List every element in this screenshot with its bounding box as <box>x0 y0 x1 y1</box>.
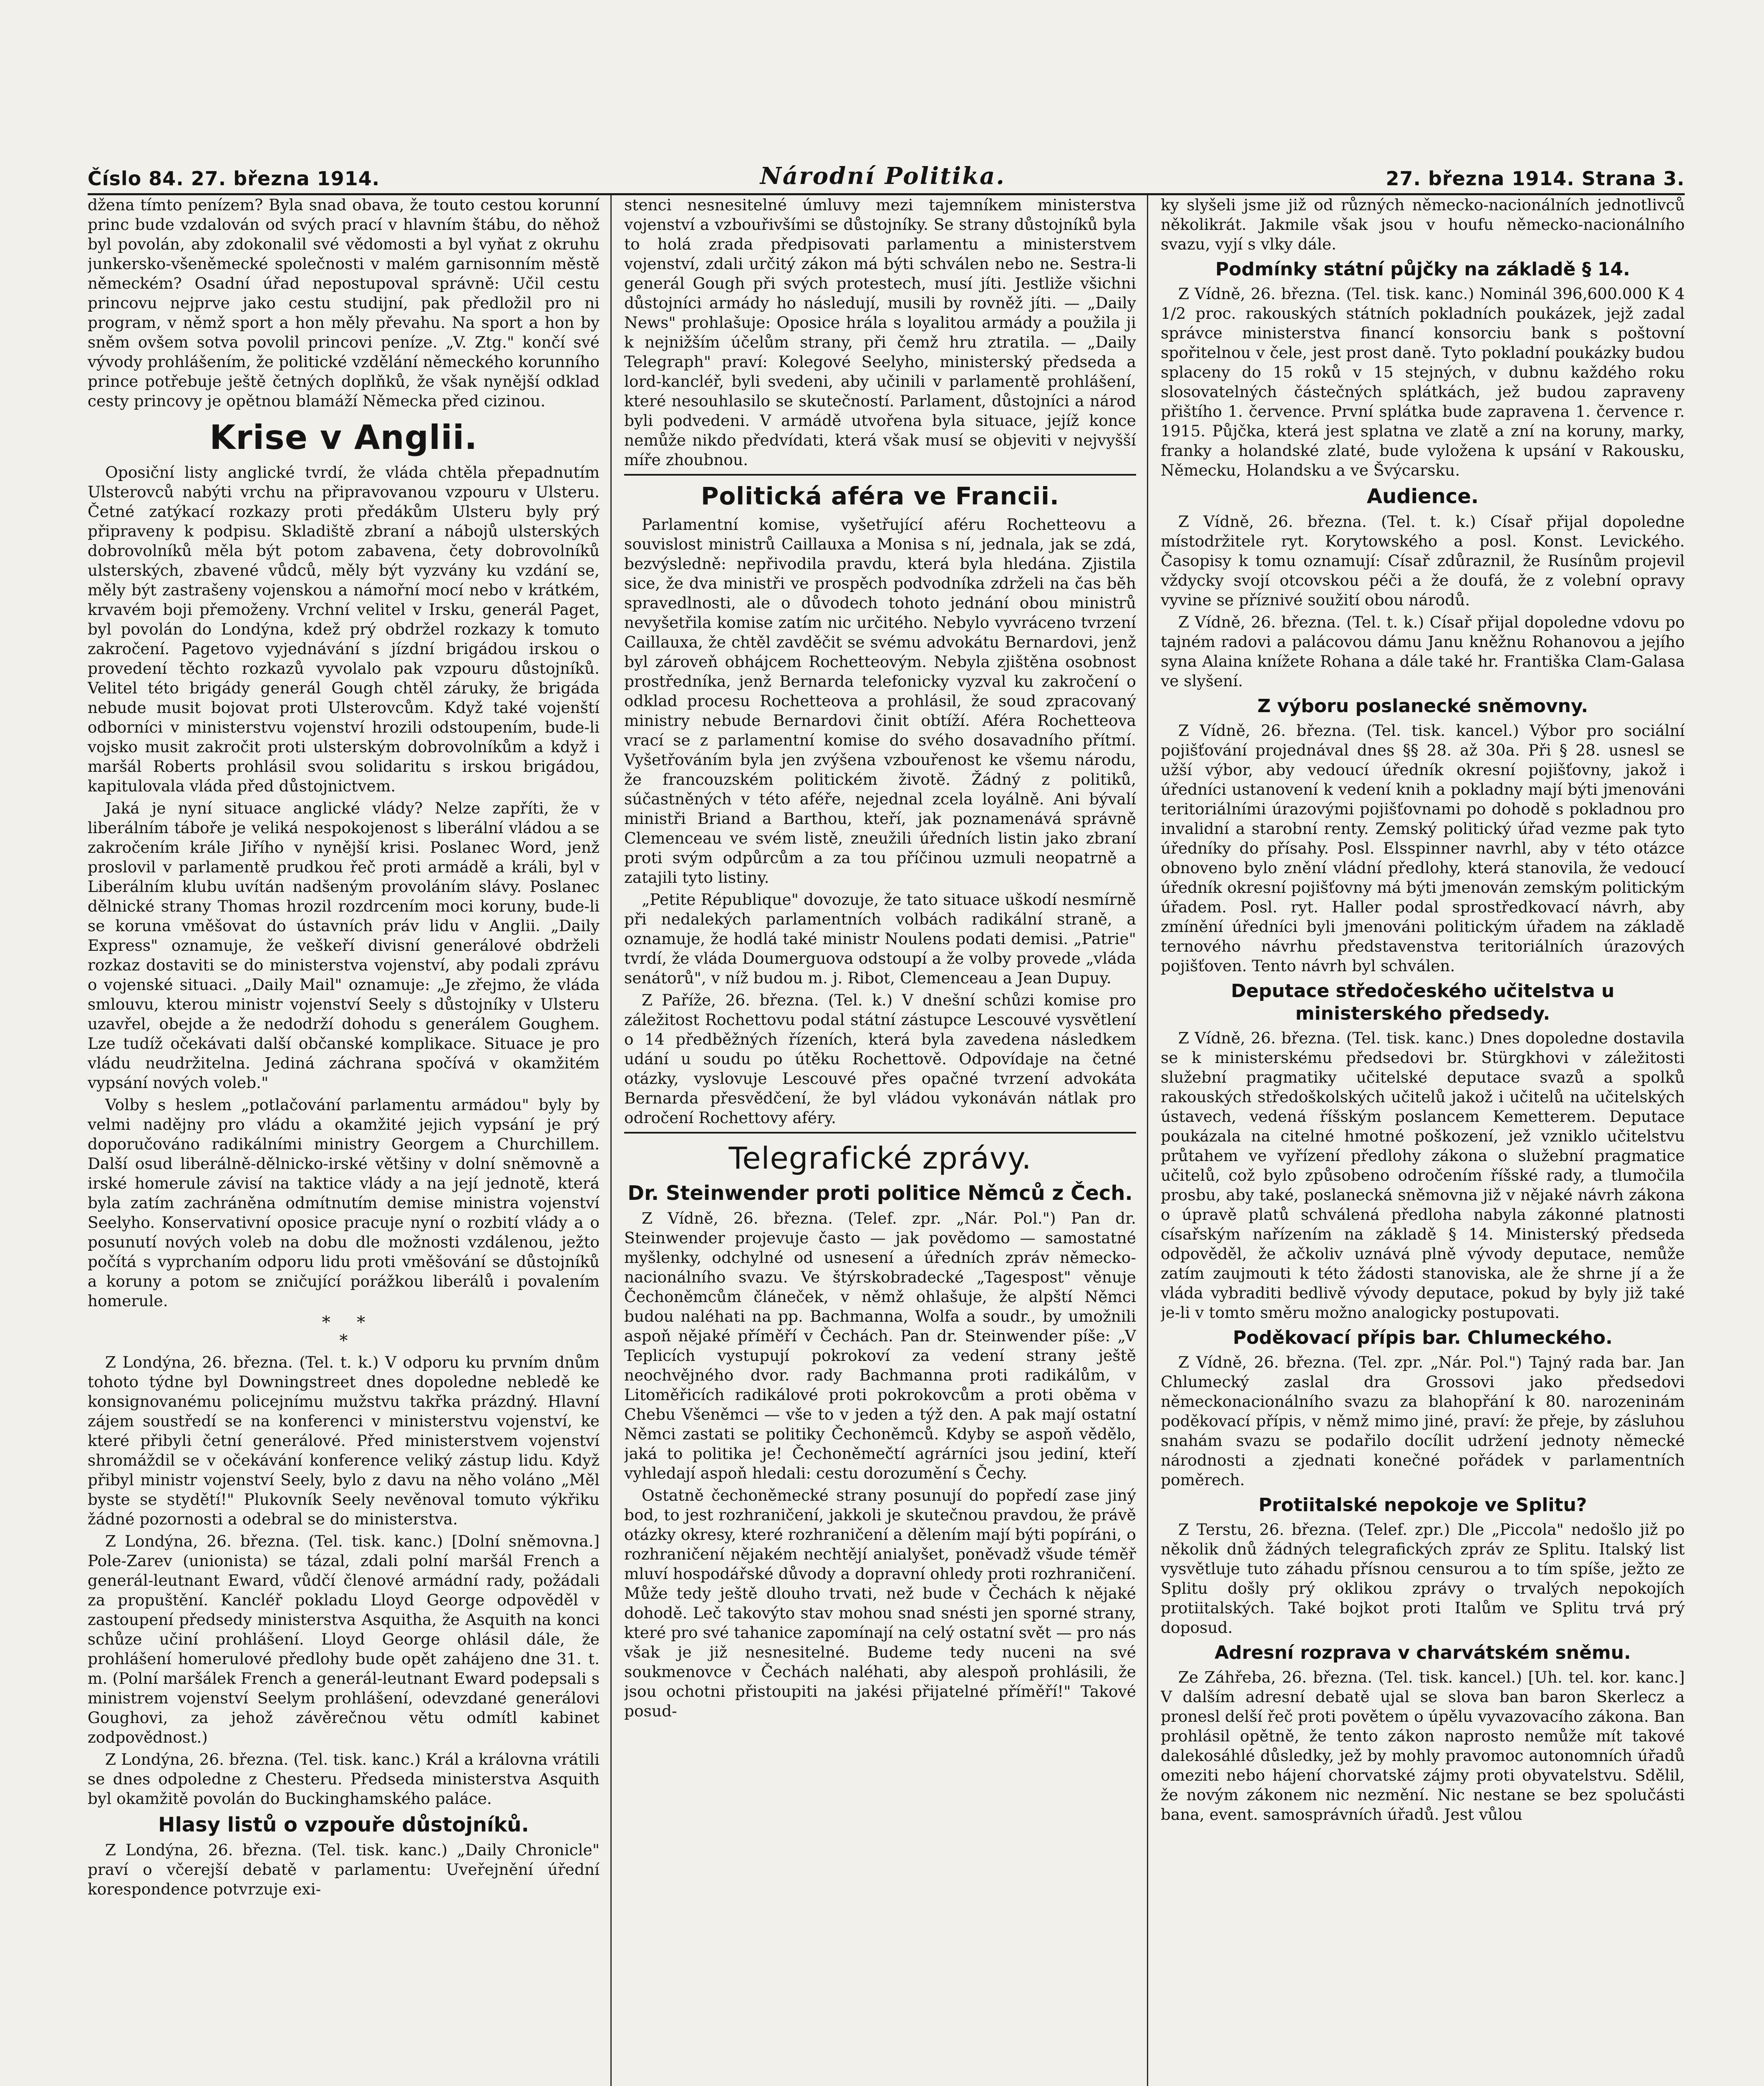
article-continuation: džena tímto penízem? Byla snad obava, že touto cestou korunní princ bude vzdalován od svých prací v hlavním štábu, do něhož byl povolán, aby zdokonalil své vědomosti a byl vyňat z okruhu junkersko-všeněmecké společnosti v malém garnisonním městě německém? Osadní úřad nepostupoval správně: Učil cestu princovu nejprve jako cestu studijní, pak předložil pro ni program, v němž sport a hon měly převahu. Na sport a hon by sněm ovšem sotva povolil princovi peníze. „V. Ztg." končí své vývody prohlášením, že politické vzdělání německého korunního prince potřebuje ještě četných doplňků, že však nynější odklad cesty princovy je opětnou blamáží Německa před cizinou. <box>88 196 600 410</box>
headline-statni-pujcka: Podmínky státní půjčky na základě § 14. <box>1215 259 1630 280</box>
paragraph: Volby s heslem „potlačování parlamentu armádou" byly by velmi nadějny pro vládu a okamžité jejich vypsání je prý doporučováno radikálními ministry Georgem a Churchillem. Další osud liberálně-dělnicko-irské většiny v dolní sněmovně a irské homerule závisí na taktice vlády a na její jednotě, která byla zatím zachráněna odmítnutím demise ministra vojenství Seelyho. Konservativní oposice pracuje nyní o rozbití vlády a o posunutí nových voleb na dobu dle možnosti vzdálenou, ježto počítá s vyprchaním odporu lidu proti vměšování se důstojníků a koruny a potom se zničující porážkou liberálů i povalením homerule. <box>88 1096 600 1310</box>
column-2 <box>624 195 1148 2086</box>
paragraph: Ze Záhřeba, 26. března. (Tel. tisk. kancel.) [Uh. tel. kor. kanc.] V dalším adresní debatě ujal se slova ban baron Skerlecz a pronesl delší řeč proti povětem o úpělu vyvazovacího zákona. Ban prohlásil opětně, že tento zákon naprosto nemůže mít takové dalekosáhlé důsledky, jež by mohly pravomoc autonomních úřadů omeziti nebo hájení chorvatské zájmy proti obyvatelstvu. Sdělil, že novým zákonem nic nezmění. Nic nestane se bez spolučásti bana, event. samosprávních úřadů. Jest vůlou <box>1161 1668 1685 1824</box>
paragraph: Z Londýna, 26. března. (Tel. tisk. kanc.) Král a královna vrátili se dnes odpoledne z Chesteru. Předseda ministerstva Asquith byl okamžitě povolán do Buckinghamského paláce. <box>88 1750 600 1808</box>
paragraph: Jaká je nyní situace anglické vlády? Nelze zapříti, že v liberálním táboře je veliká nespokojenost s liberální vládou a se zakročením krále Jiřího v nynější krisi. Poslanec Word, jenž proslovil v parlamentě prudkou řeč proti armádě a králi, byl v Liberálním klubu uvítán nadšeným provoláním slávy. Poslanec dělnické strany Thomas hrozil rozdrcením moci koruny, bude-li se koruna vměšovat do ústavních práv lidu v Anglii. „Daily Express" oznamuje, že veškeří divisní generálové obdrželi rozkaz dostaviti se do ministerstva vojenství, aby podali zprávu o vojenské situaci. „Daily Mail" oznamuje: „Je zřejmo, že vláda smlouvu, kterou ministr vojenství Seely s důstojníky v Ulsteru uzavřel, obejde a že nedodrží dohodu s generálem Goughem. Lze tudíž očekávati další občanské komplikace. Situace je pro vládu neudržitelna. Jediná záchrana spočívá v okamžitém vypsání nových voleb." <box>88 799 600 1092</box>
divider <box>624 1132 1136 1134</box>
paragraph: Parlamentní komise, vyšetřující aféru Rochetteovu a souvislost ministrů Caillauxa a Monisa s ní, jednala, jak se zdá, bezvýsledně: nepřivodila pravdu, která byla hledána. Zjistila sice, že dva ministři ve prospěch podvodníka zdrželi na čas běh spravedlnosti, ale o důvodech tohoto jednání obou ministrů nevyšetřila komise zatím nic určitého. Nebylo vyvráceno tvrzení Caillauxa, že chtěl zavděčit se svému advokátu Bernardovi, jenž byl zároveň obhájcem Rochetteovým. Nebyla zjištěna osobnost prostředníka, jenž Bernarda telefonicky vyzval ku zakročení o odklad procesu Rochetteova a prohlásil, že soud zpracovaný ministry nebude Bernardovi činit obtíží. Aféra Rochetteova vrací se z parlamentní komise do svého dosavadního přítmí. Vyšetřováním byla jen zvýšena vzbouřenost ke všemu národu, že francouzském politickém životě. Žádný z politiků, súčastněných v této aféře, nejednal zcela loyálně. Ani bývalí ministři Briand a Barthou, kteří, jak poznamenává správně Clemenceau ve svém listě, zneužili úředních listin jako zbraní proti svým odpůrcům a za tou příčinou uzmuli neopatrně a zatajili tyto listiny. <box>624 515 1136 887</box>
paragraph: Z Terstu, 26. března. (Telef. zpr.) Dle „Piccola" nedošlo již po několik dnů žádných telegrafických zpráv ze Splitu. Italský list vysvětluje tuto záhadu přísnou censurou a to tím spíše, ježto ze Splitu došly prý oklikou zprávy o trvalých nepokojích protiitalských. Také bojkot proti Italům ve Splitu trvá prý doposud. <box>1161 1520 1685 1637</box>
headline-nepokoje-split: Protiitalské nepokoje ve Splitu? <box>1258 1494 1587 1516</box>
page-header <box>88 144 1685 195</box>
column-3 <box>1161 195 1685 2086</box>
article-continuation: ky slyšeli jsme již od různých německo-nacionálních jednotlivců několikrát. Jakmile však jsou v houfu německo-nacionálního svazu, vyjí s vlky dále. <box>1161 196 1685 253</box>
headline-podekovaci-pripis: Poděkovací přípis bar. Chlumeckého. <box>1233 1327 1613 1348</box>
section-title-telegraficke-zpravy: Telegrafické zprávy. <box>728 1141 1032 1176</box>
paragraph: Z Londýna, 26. března. (Tel. t. k.) V odporu ku prvním dnům tohoto týdne byl Downingstreet dnes dopoledne nebledě ke konsignovanému policejnímu mužstvu takřka prázdný. Hlavní zájem soustředí se na konferenci v ministerstvu vojenství, ke které přibyli četní generálové. Před ministerstvem vojenství shromáždil se v očekávání konference veliký zástup lidu. Když přibyl ministr vojenství Seely, bylo z davu na něho voláno „Měl byste se stydětí!" Plukovník Seely nevěnoval tomuto výkřiku žádné pozornosti a odebral se do ministerstva. <box>88 1353 600 1528</box>
paragraph: Z Paříže, 26. března. (Tel. k.) V dnešní schůzi komise pro záležitost Rochettovu podal státní zástupce Lescouvé vysvětlení o 14 předběžných řízeních, která byla zavedena následkem udání u soudu po útěku Rochettově. Odpovídaje na četné otázky, vyslovuje Lescouvé přes opačné tvrzení advokáta Bernarda přesvědčení, že byl vládou vykonáván nátlak pro odročení Rochettovy aféry. <box>624 991 1136 1127</box>
headline-politicka-afera: Politická aféra ve Francii. <box>701 482 1060 510</box>
headline-hlasy-listu: Hlasy listů o vzpouře důstojníků. <box>158 1813 529 1837</box>
column-1 <box>88 195 612 2086</box>
headline-adresni-rozprava: Adresní rozprava v charvátském sněmu. <box>1215 1642 1631 1663</box>
headline-vybor-snemovny: Z výboru poslanecké sněmovny. <box>1257 695 1588 717</box>
paragraph: Z Londýna, 26. března. (Tel. tisk. kanc.) [Dolní sněmovna.] Pole-Zarev (unionista) se tázal, zdali polní maršál French a generál-leutnant Eward, vůdčí členové armádní rady, požádali za propuštění. Kancléř pokladu Lloyd George odpověděl v zastoupení předsedy ministerstva Asquitha, že Asquith na konci schůze učiní prohlášení. Lloyd George ohlásil dále, že prohlášení homerulové předlohy bude opět zahájeno dne 31. t. m. (Polní maršálek French a generál-leutnant Eward podepsali s ministrem vojenství Seelym prohlášení, odevzdané generálovi Goughovi, za jehož závěrečnou větu odmítl kabinet zodpovědnost.) <box>88 1532 600 1746</box>
headline-steinwender: Dr. Steinwender proti politice Němců z Čech. <box>627 1182 1133 1205</box>
paragraph: Z Vídně, 26. března. (Tel. t. k.) Císař přijal dopoledne vdovu po tajném radovi a palácovou dámu Janu kněžnu Rohanovou a jejího syna Alaina knížete Rohana a dále také hr. Františka Clam-Galasa ve slyšení. <box>1161 613 1685 690</box>
section-separator: * * * <box>322 1313 365 1350</box>
paragraph: Z Vídně, 26. března. (Tel. tisk. kancel.) Výbor pro sociální pojišťování projednával dnes §§ 28. až 30a. Při § 28. usnesl se užší výbor, aby vedoucí úředník okresní pojišťovny, jakož i úředníci ustanovení k vedení knih a pokladny mají býti jmenováni teritoriálními úrazovými pojišťovnami po dohodě s pokladnou pro invalidní a starobní renty. Zemský politický úřad vezme pak tyto úředníky do přísahy. Posl. Elsspinner navrhl, aby v této otázce obnoveno bylo znění vládní předlohy, která stanovila, že vedoucí úředník okresní pojišťovny má býti jmenován zemským politickým úřadem. Posl. ryt. Haller podal sprostředkovací návrh, aby zmínění úředníci byli jmenováni politickým úřadem na základě ternového návrhu představenstva teritoriálních úrazových pojišťoven. Tento návrh byl schválen. <box>1161 721 1685 975</box>
paragraph: Z Vídně, 26. března. (Tel. tisk. kanc.) Dnes dopoledne dostavila se k ministerskému předsedovi br. Stürgkhovi v záležitosti služební pragmatiky učitelské deputace svazů a spolků rakouských středoškolských učitelů jakož i učitelů na učitelských ústavech, vedená říšským poslancem Kemetterem. Deputace poukázala na citelné hmotné poškození, jež vzniklo učitelstvu průtahem ve vyřízení předlohy zákona o služební pragmatice učitelů, což bylo způsobeno odročením říšské rady, a tlumočila prosbu, aby také, poslanecká sněmovna již v nějaké návrh zákona o úpravě platů schválená předloha nabyla zákonné platnosti císařským nařízením na základě § 14. Ministerský předseda odpověděl, že ačkoliv uznává plně vývody deputace, nemůže zatím zaujmouti k této žádosti stanoviska, ale že shrne jí a že vláda vybraditi bedlivě vývody deputace, pokud by byly již také je-li v tomto směru možno analogicky postupovati. <box>1161 1029 1685 1322</box>
paragraph: Z Vídně, 26. března. (Telef. zpr. „Nár. Pol.") Pan dr. Steinwender projevuje často — jak povědomo — samostatné myšlenky, odchylné od usnesení a úředních zpráv německo-nacionálního svazu. Ve štýrskobradecké „Tagespost" věnuje Čechoněmcům článeček, v němž ohlašuje, že alpští Němci budou naléhati na pp. Bachmanna, Wolfa a soudr., by umožnili aspoň nějaké příměří v Čechách. Pan dr. Steinwender píše: „V Teplicích vystupují pokrokoví za vedení strany ještě neochvějného dvor. rady Bachmanna proti radikálům, v Litoměřicích radikálové proti pokrokovcům a proti oběma v Chebu Všeněmci — vše to v jeden a týž den. A pak mají ostatní Němci zastati se politiky Čechoněmců. Kdyby se aspoň vědělo, jaká to politika je! Čechoněmečtí agrárníci jsou jediní, kteří vyhledají aspoň hledali: cestu dorozumění s Čechy. <box>624 1209 1136 1482</box>
paragraph: Z Vídně, 26. března. (Tel. zpr. „Nár. Pol.") Tajný rada bar. Jan Chlumecký zaslal dra Grossovi jako předsedovi německonacionálního svazu za blahopřání k 80. narozeninám poděkovací přípis, v němž mimo jiné, praví: že přeje, by zásluhou snahám svazu se podařilo docílit udržení jednoty německé národnosti a zjednati konečné pořádek v parlamentních poměrech. <box>1161 1353 1685 1489</box>
page-number: 27. března 1914. Strana 3. <box>1386 167 1685 190</box>
issue-number: Číslo 84. 27. března 1914. <box>88 167 380 190</box>
article-continuation: stenci nesnesitelné úmluvy mezi tajemníkem ministerstva vojenství a vzbouřivšími se důstojníky. Se strany důstojníků byla to holá zrada předpisovati parlamentu a ministerstvem vojenství, zdali určitý zákon má býti schválen nebo ne. Sestra-li generál Gough při svých protestech, musí jíti. Jestliže všichni důstojníci armády ho následují, musili by rovněž jíti. — „Daily News" prohlašuje: Oposice hrála s loyalitou armády a použila ji k nejnižším účelům strany, při čemž hru ztratila. — „Daily Telegraph" praví: Kolegové Seelyho, ministerský předseda a lord-kancléř, byli svedeni, aby učinili v parlamentě prohlášení, které nesouhlasilo se skutečností. Parlament, důstojníci a národ byli podvedeni. V armádě utvořena byla situace, jejíž konce nemůže nikdo předvídati, která však musí se objeviti v nejvyšší míře zhoubnou. <box>624 196 1136 469</box>
headline-krise-v-anglii: Krise v Anglii. <box>209 418 478 457</box>
headline-deputace-ucitelstva: Deputace středočeského učitelstva u ministerského předsedy. <box>1231 980 1615 1024</box>
paragraph: Z Londýna, 26. března. (Tel. tisk. kanc.) „Daily Chronicle" praví o včerejší debatě v parlamentu: Uveřejnění úřední korespondence potvrzuje exi- <box>88 1841 600 1898</box>
paragraph: „Petite République" dovozuje, že tato situace uškodí nesmírně při nedalekých parlamentních volbách radikální straně, a oznamuje, že hodlá také ministr Noulens podati demisi. „Patrie" tvrdí, že vláda Doumerguova odstoupí a že volby provede „vláda senátorů", v níž budou m. j. Ribot, Clemenceau a Jean Dupuy. <box>624 890 1136 987</box>
paragraph: Ostatně čechoněmecké strany posunují do popředí zase jiný bod, to jest rozhraničení, jakkoli je skutečnou pravdou, že právě otázky okresy, které rozhraničení a dělením mají býti popíráni, o rozhraničení nějakém nechtějí anialyšet, poněvadž všude téměř mluví hospodářské důvody a dopravní ohledy proti rozhraničení. Může tedy ještě dlouho trvati, než bude v Čechách k nějaké dohodě. Leč takovýto stav mohou snad snésti jen sporné strany, které pro své tahanice zapomínají na celý ostatní svět — pro nás však je již nesnesitelné. Budeme tedy nuceni na své soukmenovce v Čechách naléhati, aby alespoň prohlásili, že jsou ochotni přistoupiti na jakési přijatelné příměří!" Takové posud- <box>624 1486 1136 1720</box>
masthead: Národní Politika. <box>760 162 1005 190</box>
paragraph: Z Vídně, 26. března. (Tel. t. k.) Císař přijal dopoledne místodržitele ryt. Korytowského a posl. Konst. Levického. Časopisy k tomu oznamují: Císař zdůraznil, že Rusínům projevil vždycky svojí otcovskou péči a že doufá, že z volební opravy vyvine se příznivé soužití obou národů. <box>1161 512 1685 609</box>
divider <box>624 474 1136 476</box>
paragraph: Z Vídně, 26. března. (Tel. tisk. kanc.) Nominál 396,600.000 K 4 1/2 proc. rakouských státních pokladních poukázek, jejž zadal správce ministerstva financí konsorciu bank s poštovní spořitelnou v čele, jest prost daně. Tyto pokladní poukázky budou splaceny do 15 roků v 15 stejných, v dubnu každého roku slosovatelných částečných splátkách, jež budou zapraveny přištího 1. července. První splátka bude zapravena 1. července r. 1915. Půjčka, která jest splatna ve zlatě a zní na koruny, marky, franky a holandské zlaté, bude vyložena k upsání v Rakousku, Německu, Holandsku a ve Švýcarsku. <box>1161 285 1685 479</box>
headline-audience: Audience. <box>1366 485 1479 508</box>
text-columns <box>88 195 1685 2086</box>
paragraph: Oposiční listy anglické tvrdí, že vláda chtěla přepadnutím Ulsterovců nabýti vrchu na připravovanou vzpouru v Ulsteru. Četné zatýkací rozkazy proti předákům Ulsteru byly prý připraveny k podpisu. Skladiště zbraní a nábojů ulsterských dobrovolníků měla být potom zabavena, čety dobrovolníků ulsterských, zbavené vůdců, měly být vyzvány ku vzdání se, měly být zastrašeny vojenskou a námořní mocí nebo v krátkém, krvavém boji přemoženy. Vrchní velitel v Irsku, generál Paget, byl povolán do Londýna, kdež prý obdržel rozkazy k tomuto zakročení. Pagetovo vyjednávání s jízdní brigádou irskou o provedení těchto rozkazů vyvolalo pak vzpouru důstojníků. Velitel této brigády generál Gough chtěl záruky, že brigáda nebude musit bojovat proti Ulsterovcům. Když také vojenští odborníci v ministerstvu vojenství hrozili odstoupením, bude-li vojsko musit zakročit proti ulsterským dobrovolníkům a když i maršál Roberts prohlásil svou solidaritu s irskou brigádou, kapitulovala vláda před důstojnictvem. <box>88 463 600 795</box>
